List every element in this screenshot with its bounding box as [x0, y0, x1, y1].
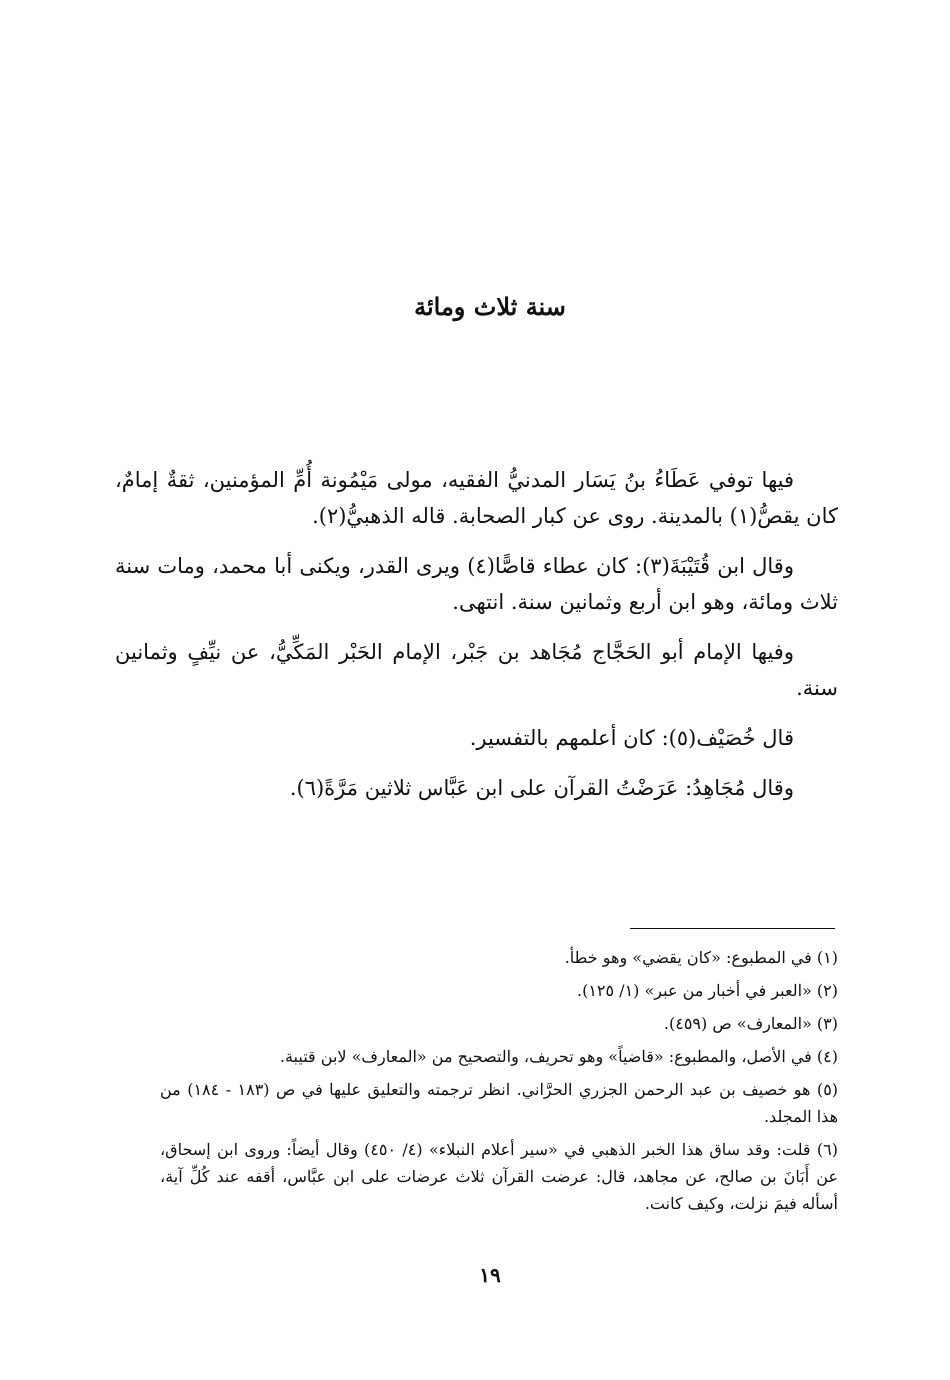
section-heading: سنة ثلاث ومائة	[414, 292, 566, 321]
footnotes	[160, 944, 838, 1223]
footnote-3: (٣) «المعارف» ص (٤٥٩).	[663, 1014, 838, 1033]
paragraph-mujahid-quote: وقال مُجَاهِدُ: عَرَضْتُ القرآن على ابن عَبَّاس ثلاثين مَرَّةً(٦).	[289, 776, 794, 800]
footnote-divider	[630, 928, 835, 929]
footnote-2: (٢) «العبر في أخبار من عبر» (١/ ١٢٥).	[576, 981, 838, 1000]
paragraph-mujahid-death: وفيها الإمام أبو الحَجَّاج مُجَاهد بن جَبْر، الإمام الحَبْر المَكِّيُّ، عن نيِّفٍ وثمانين سنة.	[115, 640, 838, 700]
footnote-4: (٤) في الأصل، والمطبوع: «قاضياً» وهو تحريف، والتصحيح من «المعارف» لابن قتيبة.	[279, 1047, 838, 1066]
paragraph-ibn-qutayba: وقال ابن قُتَيْبَةَ(٣): كان عطاء قاصًّا(٤) ويرى القدر، ويكنى أبا محمد، ومات سنة ثلاث ومائة، وهو ابن أربع وثمانين سنة. انتهى.	[115, 554, 838, 614]
page-number: ١٩	[479, 1263, 501, 1287]
footnote-1: (١) في المطبوع: «كان يقضي» وهو خطأ.	[564, 948, 838, 967]
paragraph-ata-death: فيها توفي عَطَاءُ بنُ يَسَار المدنيُّ الفقيه، مولى مَيْمُونة أُمِّ المؤمنين، ثقةٌ إمامٌ، كان يقصُّ(١) بالمدينة. روى عن كبار الصحابة. قاله الذهبيُّ(٢).	[115, 468, 838, 528]
main-text	[115, 462, 838, 820]
footnote-6: (٦) قلت: وقد ساق هذا الخبر الذهبي في «سير أعلام النبلاء» (٤/ ٤٥٠) وقال أيضاً: وروى ابن إسحاق، عن أَبَانَ بن صالح، عن مجاهد، قال: عرضت القرآن ثلاث عرضات على ابن عبَّاس، أقفه عند كُلِّ آية، أسأله فيمَ نزلت، وكيف كانت.	[160, 1140, 839, 1213]
paragraph-khusayf: قال خُصَيْف(٥): كان أعلمهم بالتفسير.	[469, 726, 794, 750]
footnote-5: (٥) هو خصيف بن عبد الرحمن الجزري الحرَّاني. انظر ترجمته والتعليق عليها في ص (١٨٣ - ١٨٤) من هذا المجلد.	[160, 1080, 839, 1126]
